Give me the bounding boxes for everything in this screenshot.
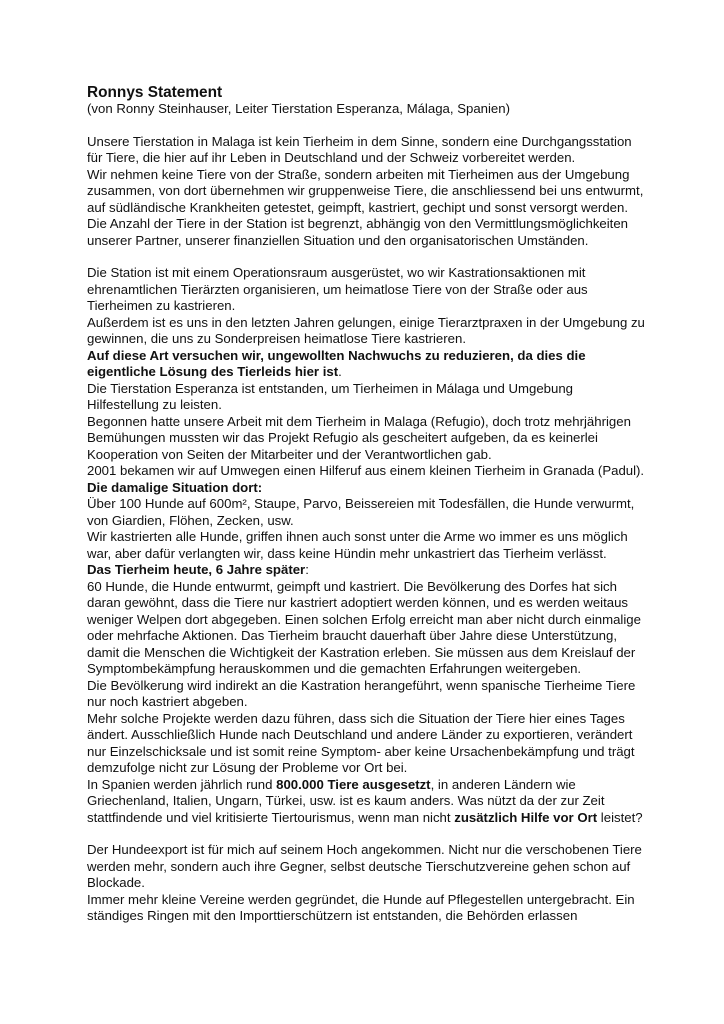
section-heading [87,562,647,579]
bold-text: Das Tierheim heute, 6 Jahre später [87,562,306,577]
paragraph: Immer mehr kleine Vereine werden gegründet, die Hunde auf Pflegestellen untergebracht. Ein ständiges Ringen mit den Importtierschützern ist entstanden, die Behörden erlassen [87,891,635,923]
document-subtitle: (von Ronny Steinhauser, Leiter Tierstation Esperanza, Málaga, Spanien) [87,101,510,116]
paragraph-gap [87,249,647,265]
text-run: . [338,364,342,379]
bold-text: zusätzlich Hilfe vor Ort [454,809,598,825]
paragraph: Über 100 Hunde auf 600m², Staupe, Parvo, Beissereien mit Todesfällen, die Hunde verwurmt, von Giardien, Flöhen, Zecken, usw. [87,496,635,528]
paragraph: Die Anzahl der Tiere in der Station ist begrenzt, abhängig von den Vermittlungsmöglichkeiten unserer Partner, unserer finanziellen Situation und den organisatorischen Umständen. [87,216,629,248]
paragraph: Wir nehmen keine Tiere von der Straße, sondern arbeiten mit Tierheimen aus der Umgebung zusammen, von dort übernehmen wir gruppenweise Tiere, die anschliessend bei uns entwurmt, auf südländische Krankheiten getestet, geimpft, kastriert, gechipt und sonst versorgt werden. [87,166,644,215]
paragraph: Der Hundeexport ist für mich auf seinem Hoch angekommen. Nicht nur die verschobenen Tiere werden mehr, sondern auch ihre Gegner, selbst deutsche Tierschutzvereine gehen schon auf Blockade. [87,842,642,890]
paragraph [87,777,647,827]
bold-text: Auf diese Art versuchen wir, ungewollten Nachwuchs zu reduzieren, da dies die eigentliche Lösung des Tierleids hier ist [87,347,586,379]
paragraph: Die Bevölkerung wird indirekt an die Kastration herangeführt, wenn spanische Tierheime Tiere nur noch kastriert abgeben. [87,677,636,709]
text-run: In Spanien werden jährlich rund [87,776,277,792]
paragraph: Die Tierstation Esperanza ist entstanden, um Tierheimen in Málaga und Umgebung Hilfestellung zu leisten. [87,380,574,412]
bold-text: 800.000 Tiere ausgesetzt [276,776,431,792]
text-run: , in anderen Ländern wie Griechenland, Italien, Ungarn, Türkei, usw. ist es kaum anders. Was nützt da der zur Zeit stattfindende und viel kritisierte Tiertourismus, wenn man nicht [87,776,605,825]
text-run: : [305,562,309,577]
paragraph [87,348,647,381]
section-heading [87,480,647,497]
paragraph: 2001 bekamen wir auf Umwegen einen Hilferuf aus einem kleinen Tierheim in Granada (Padul). [87,463,645,478]
document-title: Ronnys Statement [87,84,223,101]
bold-text: Die damalige Situation dort: [87,479,263,495]
paragraph-gap [87,826,647,842]
paragraph: 60 Hunde, die Hunde entwurmt, geimpft und kastriert. Die Bevölkerung des Dorfes hat sich daran gewöhnt, dass die Tiere nur kastriert adoptiert werden können, und es werden weitaus weniger Welpen dort abgegeben. Einen solchen Erfolg erreicht man aber nicht durch einmalige oder mehrfache Aktionen. Das Tierheim braucht dauerhaft über Jahre diese Unterstützung, damit die Menschen die Wichtigkeit der Kastration erleben. Sie müssen aus dem Kreislauf der Symptombekämpfung herauskommen und die gemachten Erfahrungen weitergeben. [87,578,641,676]
paragraph: Begonnen hatte unsere Arbeit mit dem Tierheim in Malaga (Refugio), doch trotz mehrjährigen Bemühungen mussten wir das Projekt Refugio als gescheitert aufgeben, da es keinerlei Kooperation von Seiten der Mitarbeiter und der Verantwortlichen gab. [87,413,631,462]
paragraph: Wir kastrierten alle Hunde, griffen ihnen auch sonst unter die Arme wo immer es uns möglich war, aber dafür verlangten wir, dass keine Hündin mehr unkastriert das Tierheim verlässt. [87,529,628,561]
paragraph: Außerdem ist es uns in den letzten Jahren gelungen, einige Tierarztpraxen in der Umgebung zu gewinnen, die uns zu Sonderpreisen heimatlose Tiere kastrieren. [87,314,645,346]
paragraph: Mehr solche Projekte werden dazu führen, dass sich die Situation der Tiere hier eines Tages ändert. Ausschließlich Hunde nach Deutschland und andere Länder zu exportieren, verändert nur Einzelschicksale und ist somit reine Symptom- aber keine Ursachenbekämpfung und trägt demzufolge nicht zur Lösung der Probleme vor Ort bei. [87,710,635,775]
paragraph: Die Station ist mit einem Operationsraum ausgerüstet, wo wir Kastrationsaktionen mit ehrenamtlichen Tierärzten organisieren, um heimatlose Tiere von der Straße oder aus Tierheimen zu kastrieren. [87,265,588,313]
paragraph: Unsere Tierstation in Malaga ist kein Tierheim in dem Sinne, sondern eine Durchgangsstation für Tiere, die hier auf ihr Leben in Deutschland und der Schweiz vorbereitet werden. [87,133,632,165]
text-run: leistet? [597,809,643,825]
document-body [87,84,647,925]
